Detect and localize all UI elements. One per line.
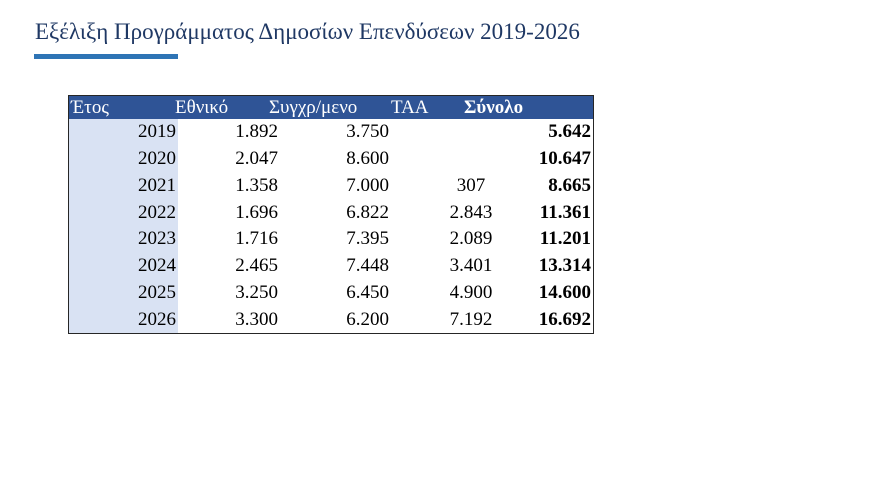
sygchr-cell: 7.395 [346, 228, 389, 250]
sygchr-cell: 6.450 [346, 281, 389, 303]
sygchr-cell: 7.000 [346, 174, 389, 196]
taa-cell [392, 146, 498, 173]
table-row [69, 119, 593, 146]
year-cell: 2024 [69, 253, 178, 280]
ethniko-cell: 1.716 [235, 228, 278, 250]
title-underline-bar [34, 54, 178, 59]
header-sygchr: Συγχρ/μενο [269, 96, 358, 118]
year-cell: 2025 [69, 280, 178, 307]
sygchr-cell: 8.600 [346, 148, 389, 170]
synolo-cell: 14.600 [538, 281, 591, 303]
table-row [69, 280, 593, 307]
sygchr-cell: 3.750 [346, 121, 389, 143]
ethniko-cell: 3.250 [235, 281, 278, 303]
header-taa: ΤΑΑ [391, 96, 429, 118]
year-cell: 2026 [69, 306, 178, 333]
table-row [69, 253, 593, 280]
taa-cell: 2.843 [449, 201, 493, 223]
table-row [69, 146, 593, 173]
synolo-cell: 5.642 [548, 121, 591, 143]
taa-cell: 3.401 [449, 255, 493, 277]
synolo-cell: 13.314 [538, 255, 591, 277]
investments-table [68, 95, 594, 334]
table-header-row [69, 96, 593, 119]
synolo-cell: 11.201 [539, 228, 591, 250]
ethniko-cell: 3.300 [235, 308, 278, 330]
taa-cell: 307 [456, 174, 486, 196]
sygchr-cell: 7.448 [346, 255, 389, 277]
year-cell: 2020 [69, 146, 178, 173]
table-row [69, 173, 593, 200]
synolo-cell: 11.361 [539, 201, 591, 223]
ethniko-cell: 1.696 [235, 201, 278, 223]
year-cell: 2019 [69, 119, 178, 146]
taa-cell [392, 119, 498, 146]
year-cell: 2022 [69, 199, 178, 226]
taa-cell: 4.900 [449, 281, 493, 303]
sygchr-cell: 6.822 [346, 201, 389, 223]
sygchr-cell: 6.200 [346, 308, 389, 330]
ethniko-cell: 1.892 [235, 121, 278, 143]
table-row [69, 199, 593, 226]
synolo-cell: 8.665 [548, 174, 591, 196]
synolo-cell: 16.692 [538, 308, 591, 330]
year-cell: 2023 [69, 226, 178, 253]
table-row [69, 226, 593, 253]
synolo-cell: 10.647 [538, 148, 591, 170]
year-cell: 2021 [69, 173, 178, 200]
page-title: Εξέλιξη Προγράμματος Δημοσίων Επενδύσεων 2019-2026 [35, 19, 580, 44]
table-row [69, 306, 593, 333]
taa-cell: 7.192 [449, 308, 493, 330]
header-year: Έτος [71, 96, 109, 118]
ethniko-cell: 1.358 [235, 174, 278, 196]
taa-cell: 2.089 [449, 228, 493, 250]
header-ethniko: Εθνικό [175, 96, 229, 118]
header-synolo: Σύνολο [464, 96, 524, 118]
ethniko-cell: 2.047 [235, 148, 278, 170]
ethniko-cell: 2.465 [235, 255, 278, 277]
